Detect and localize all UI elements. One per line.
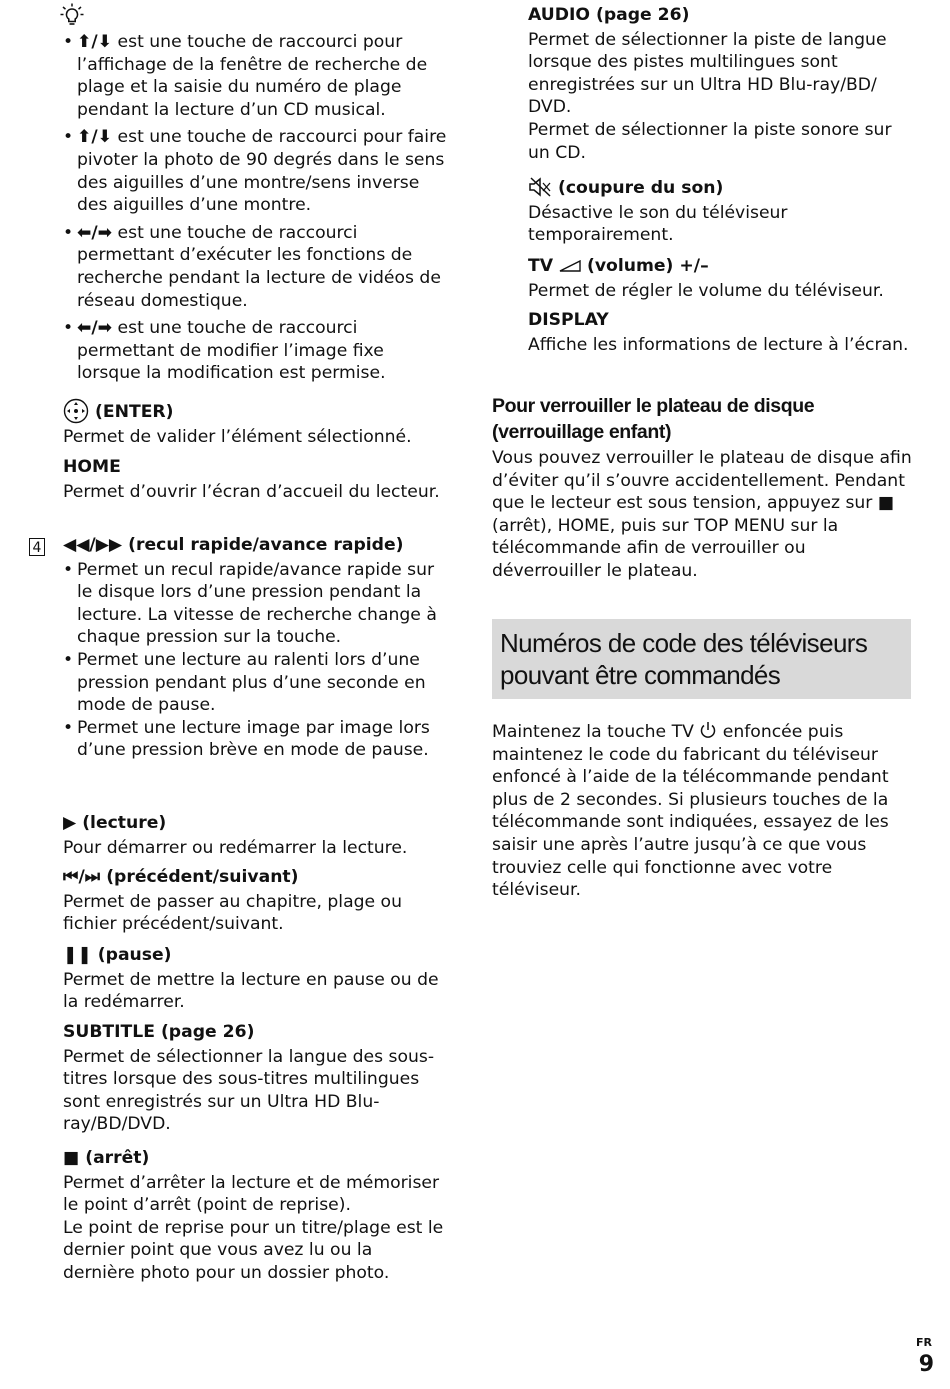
previous-next-icon: ⏮/⏭ (63, 867, 101, 887)
tv-codes-description: Maintenez la touche TV enfoncée puis maintenez le code du fabricant du téléviseur enfoncé à l’aide de la télécommande pendant plus de 2 secondes. Si plusieurs touches de la télécommande sont indiquées, essayez de les saisir une après l’autre jusqu’à ce que vous trouviez celle qui fonctionne avec votre téléviseur. (492, 722, 889, 901)
tip-list (63, 31, 448, 385)
language-code: FR (916, 1336, 932, 1349)
home-heading: HOME (63, 457, 121, 477)
left-right-arrow-icon: ⬅/➡ (77, 222, 113, 243)
play-entry (63, 812, 448, 859)
tip-item: • ⬆/⬇ est une touche de raccourci pour l’affichage de la fenêtre de recherche de plage et la saisie du numéro de plage pendant la lecture d’un CD musical. (63, 31, 448, 121)
audio-entry (528, 4, 912, 164)
callout-number: 4 (29, 538, 45, 556)
mute-speaker-icon (528, 177, 552, 197)
subtitle-heading: SUBTITLE (page 26) (63, 1022, 255, 1042)
stop-icon: ■ (877, 493, 895, 514)
pause-heading: ❚❚ (pause) (63, 945, 172, 965)
child-lock-section (492, 393, 912, 583)
prev-next-heading: ⏮/⏭ (précédent/suivant) (63, 867, 299, 887)
home-entry (63, 456, 448, 503)
mute-entry (528, 177, 912, 247)
subtitle-description: Permet de sélectionner la langue des sous-titres lorsque des sous-titres multilingues sont enregistrés sur un Ultra HD Blu-ray/BD/DVD. (63, 1046, 435, 1135)
rew-ff-item: • Permet un recul rapide/avance rapide sur le disque lors d’une pression pendant la lecture. La vitesse de recherche change à chaque pression sur la touche. (63, 559, 448, 649)
rewind-fastforward-icon: ◀◀/▶▶ (63, 535, 123, 555)
audio-heading: AUDIO (page 26) (528, 5, 690, 25)
rew-ff-item: • Permet une lecture image par image lors d’une pression brève en mode de pause. (63, 717, 448, 762)
left-right-arrow-icon: ⬅/➡ (77, 318, 113, 339)
enter-entry (63, 398, 448, 449)
enter-joystick-icon (63, 398, 89, 424)
volume-wedge-icon (559, 260, 581, 272)
stop-description: Permet d’arrêter la lecture et de mémoriser le point d’arrêt (point de reprise). (63, 1172, 440, 1216)
stop-entry (63, 1147, 448, 1285)
volume-entry (528, 255, 912, 302)
up-down-arrow-icon: ⬆/⬇ (77, 32, 113, 52)
home-description: Permet d’ouvrir l’écran d’accueil du lecteur. (63, 481, 440, 502)
rew-ff-item: • Permet une lecture au ralenti lors d’une pression pendant plus d’une seconde en mode de pause. (63, 649, 448, 717)
hint-lightbulb-icon (60, 3, 84, 29)
display-entry (528, 309, 912, 356)
rew-ff-entry (63, 534, 448, 762)
rew-ff-list (63, 559, 448, 762)
page-number: 9 (918, 1352, 934, 1377)
power-icon (699, 721, 717, 739)
enter-description: Permet de valider l’élément sélectionné. (63, 427, 412, 447)
mute-heading: (coupure du son) (528, 177, 912, 200)
subtitle-entry (63, 1021, 448, 1136)
play-heading: ▶ (lecture) (63, 813, 167, 833)
pause-icon: ❚❚ (63, 945, 92, 965)
section-title: Numéros de code des téléviseurs pouvant être commandés (500, 628, 868, 690)
tip-item: • ⬅/➡ est une touche de raccourci permettant de modifier l’image fixe lorsque la modification est permise. (63, 317, 448, 385)
volume-description: Permet de régler le volume du téléviseur. (528, 280, 884, 301)
display-description: Affiche les informations de lecture à l’écran. (528, 334, 909, 355)
play-description: Pour démarrer ou redémarrer la lecture. (63, 837, 408, 858)
volume-heading: TV (volume) +/– (528, 256, 709, 276)
audio-description-cd: Permet de sélectionner la piste sonore sur un CD. (528, 119, 892, 163)
stop-heading: ■ (arrêt) (63, 1148, 150, 1168)
up-down-arrow-icon: ⬆/⬇ (77, 127, 113, 148)
section-header-box (492, 619, 911, 699)
stop-description-resume: Le point de reprise pour un titre/plage est le dernier point que vous avez lu ou la dernière photo pour un dossier photo. (63, 1217, 444, 1283)
stop-icon: ■ (63, 1148, 80, 1168)
audio-description: Permet de sélectionner la piste de langue lorsque des pistes multilingues sont enregistrées sur un Ultra HD Blu-ray/BD/ DVD. (528, 29, 887, 118)
pause-description: Permet de mettre la lecture en pause ou de la redémarrer. (63, 969, 439, 1013)
child-lock-description: Vous pouvez verrouiller le plateau de disque afin d’éviter qu’il s’ouvre accidentellement. Pendant que le lecteur est sous tension, appuyez sur ■ (arrêt), HOME, puis sur TOP MENU sur la télécommande afin de verrouiller ou déverrouiller le plateau. (492, 448, 912, 581)
child-lock-heading-2: (verrouillage enfant) (492, 421, 672, 443)
prev-next-description: Permet de passer au chapitre, plage ou fichier précédent/suivant. (63, 891, 402, 935)
display-heading: DISPLAY (528, 310, 609, 330)
pause-entry (63, 944, 448, 1014)
mute-description: Désactive le son du téléviseur temporairement. (528, 202, 788, 246)
enter-heading: (ENTER) (63, 398, 448, 424)
rew-ff-heading: ◀◀/▶▶ (recul rapide/avance rapide) (63, 535, 404, 555)
tip-item: • ⬅/➡ est une touche de raccourci permettant d’exécuter les fonctions de recherche pendant la lecture de vidéos de réseau domestique. (63, 222, 448, 312)
play-icon: ▶ (63, 813, 77, 833)
child-lock-heading: Pour verrouiller le plateau de disque (492, 395, 815, 417)
prev-next-entry (63, 866, 448, 936)
tip-item: • ⬆/⬇ est une touche de raccourci pour faire pivoter la photo de 90 degrés dans le sens des aiguilles d’une montre/sens inverse des aiguilles d’une montre. (63, 126, 448, 216)
